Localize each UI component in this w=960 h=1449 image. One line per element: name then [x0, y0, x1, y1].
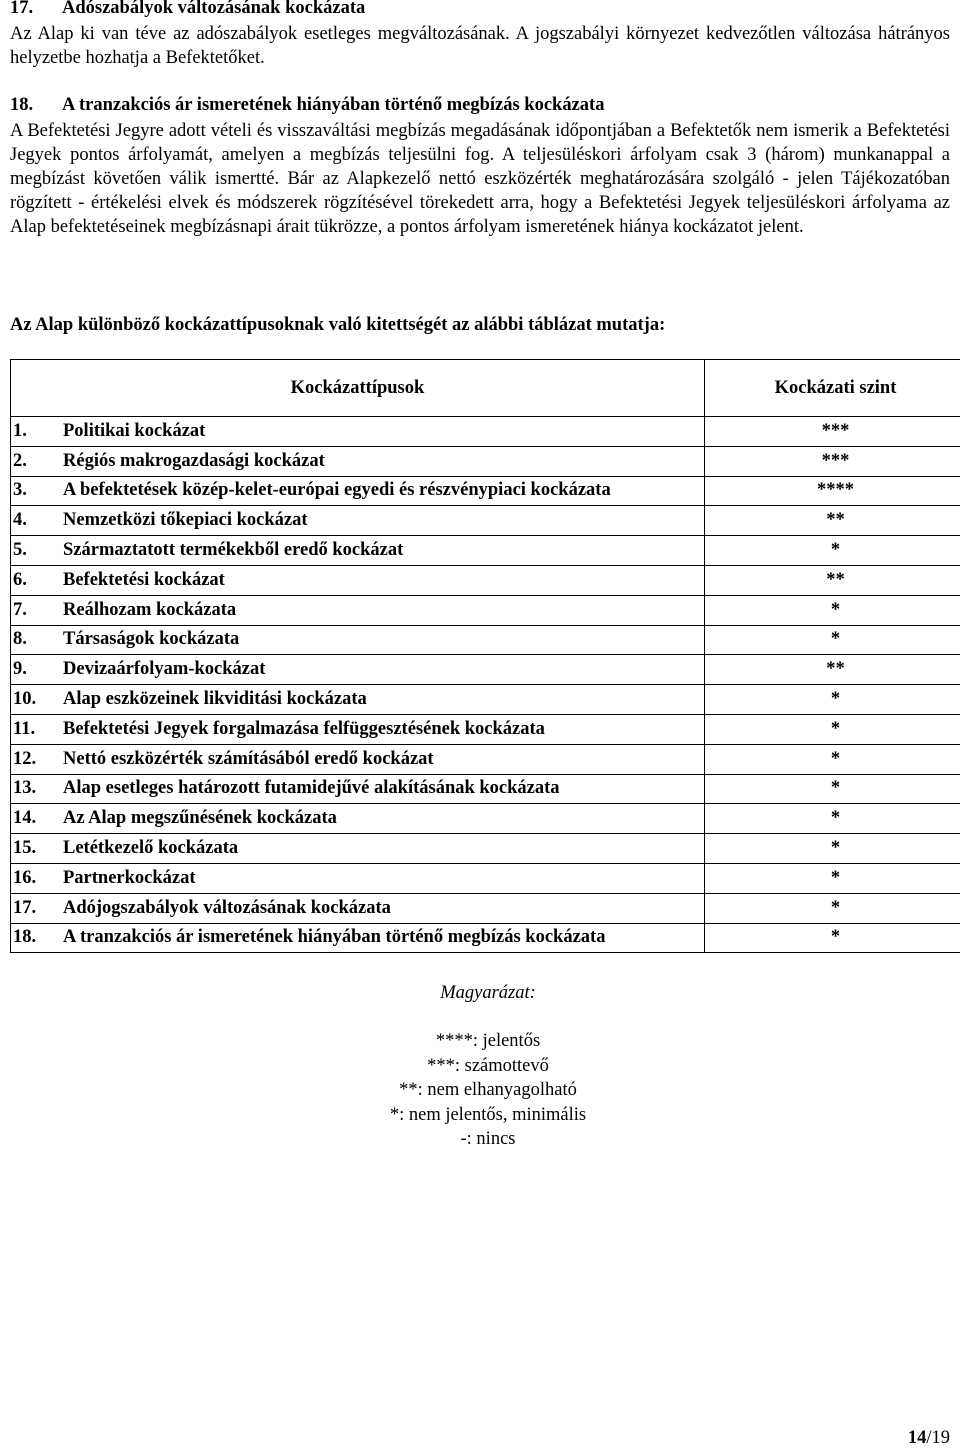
table-row — [11, 565, 960, 595]
risk-number: 13. — [13, 778, 63, 799]
table-row — [11, 834, 960, 864]
table-row — [11, 476, 960, 506]
risk-number: 2. — [13, 451, 63, 472]
risk-level-cell: ** — [705, 655, 960, 685]
risk-level-cell: **** — [705, 476, 960, 506]
risk-name: Devizaárfolyam-kockázat — [63, 659, 265, 679]
table-row — [11, 685, 960, 715]
risk-number: 10. — [13, 689, 63, 710]
risk-name: Reálhozam kockázata — [63, 600, 236, 620]
legend-item: ***: számottevő — [310, 1054, 666, 1079]
risk-type-cell — [11, 744, 705, 774]
risk-number: 15. — [13, 838, 63, 859]
risk-type-cell — [11, 446, 705, 476]
section-17-body: Az Alap ki van téve az adószabályok esetleges megváltozásának. A jogszabályi környezet kedvezőtlen változása hátrányos helyzetbe hozhatja a Befektetőket. — [10, 22, 950, 70]
risk-type-cell — [11, 893, 705, 923]
risk-type-cell — [11, 685, 705, 715]
risk-level-cell: ** — [705, 565, 960, 595]
section-17-heading — [10, 0, 365, 19]
section-18-body: A Befektetési Jegyre adott vételi és visszaváltási megbízás megadásának időpontjában a Befektetők nem ismerik a Befektetési Jegyek pontos árfolyamát, amelyen a megbízás teljesülni fog. A teljesüléskori árfolyam csak 3 (három) munkanappal a megbízást követően válik ismertté. Bár az Alapkezelő nettó eszközérték meghatározására szolgáló - jelen Tájékozatóban rögzített - értékelési elvek és módszerek rögzítésével törekedett arra, hogy a Befektetési Jegyek teljesüléskori árfolyama az Alap befektetéseinek megbízásnapi árait tükrözze, a pontos árfolyam ismeretének hiánya kockázatot jelent. — [10, 119, 950, 239]
risk-level-cell: * — [705, 536, 960, 566]
risk-name: Partnerkockázat — [63, 868, 196, 888]
table-row — [11, 714, 960, 744]
risk-level-cell: * — [705, 744, 960, 774]
risk-type-cell — [11, 655, 705, 685]
legend-item: *: nem jelentős, minimális — [310, 1103, 666, 1128]
page-current: 14 — [908, 1428, 927, 1448]
risk-name: Adójogszabályok változásának kockázata — [63, 898, 391, 918]
risk-number: 16. — [13, 868, 63, 889]
risk-name: Alap eszközeinek likviditási kockázata — [63, 689, 367, 709]
risk-name: Régiós makrogazdasági kockázat — [63, 451, 325, 471]
risk-type-cell — [11, 863, 705, 893]
table-row — [11, 923, 960, 953]
risk-level-cell: * — [705, 595, 960, 625]
risk-level-cell: * — [705, 804, 960, 834]
table-row — [11, 804, 960, 834]
legend-item: ****: jelentős — [310, 1029, 666, 1054]
table-row — [11, 744, 960, 774]
risk-type-cell — [11, 476, 705, 506]
risk-level-cell: *** — [705, 417, 960, 447]
risk-type-cell — [11, 714, 705, 744]
risk-type-cell — [11, 417, 705, 447]
table-row — [11, 863, 960, 893]
table-row — [11, 655, 960, 685]
risk-level-cell: * — [705, 625, 960, 655]
risk-type-cell — [11, 774, 705, 804]
table-row — [11, 536, 960, 566]
risk-name: Társaságok kockázata — [63, 629, 239, 649]
risk-type-cell — [11, 625, 705, 655]
risk-name: Származtatott termékekből eredő kockázat — [63, 540, 403, 560]
legend-item: -: nincs — [310, 1127, 666, 1152]
risk-level-cell: * — [705, 893, 960, 923]
table-intro: Az Alap különböző kockázattípusoknak való kitettségét az alábbi táblázat mutatja: — [10, 315, 665, 336]
risk-type-cell — [11, 923, 705, 953]
risk-number: 6. — [13, 570, 63, 591]
legend-item: **: nem elhanyagolható — [310, 1078, 666, 1103]
risk-number: 17. — [13, 898, 63, 919]
risk-level-cell: * — [705, 834, 960, 864]
table-row — [11, 625, 960, 655]
table-row — [11, 774, 960, 804]
risk-name: Politikai kockázat — [63, 421, 205, 441]
risk-type-cell — [11, 834, 705, 864]
risk-number: 7. — [13, 600, 63, 621]
section-18-number: 18. — [10, 95, 62, 116]
risk-number: 3. — [13, 480, 63, 501]
legend-title: Magyarázat: — [310, 983, 666, 1004]
risk-type-cell — [11, 565, 705, 595]
table-row — [11, 506, 960, 536]
risk-name: Befektetési Jegyek forgalmazása felfüggesztésének kockázata — [63, 719, 545, 739]
risk-number: 8. — [13, 629, 63, 650]
header-risk-level: Kockázati szint — [705, 360, 960, 417]
risk-type-cell — [11, 595, 705, 625]
risk-number: 9. — [13, 659, 63, 680]
table-header-row — [11, 360, 960, 417]
header-risk-types: Kockázattípusok — [11, 360, 705, 417]
risk-name: Alap esetleges határozott futamidejűvé alakításának kockázata — [63, 778, 560, 798]
risk-name: Nemzetközi tőkepiaci kockázat — [63, 510, 308, 530]
risk-number: 12. — [13, 749, 63, 770]
risk-level-cell: * — [705, 923, 960, 953]
section-18-heading — [10, 95, 604, 116]
risk-level-cell: * — [705, 685, 960, 715]
section-17-title: Adószabályok változásának kockázata — [62, 0, 365, 18]
risk-level-cell: *** — [705, 446, 960, 476]
table-row — [11, 417, 960, 447]
risk-number: 18. — [13, 927, 63, 948]
risk-name: A befektetések közép-kelet-európai egyedi és részvénypiaci kockázata — [63, 480, 611, 500]
table-row — [11, 595, 960, 625]
risk-number: 1. — [13, 421, 63, 442]
page-number — [908, 1428, 950, 1449]
legend-list — [310, 1029, 666, 1152]
risk-name: Az Alap megszűnésének kockázata — [63, 808, 337, 828]
table-row — [11, 446, 960, 476]
risk-level-cell: * — [705, 714, 960, 744]
risk-type-cell — [11, 804, 705, 834]
risk-level-cell: * — [705, 774, 960, 804]
risk-level-cell: ** — [705, 506, 960, 536]
risk-table — [10, 359, 960, 953]
table-row — [11, 893, 960, 923]
risk-level-cell: * — [705, 863, 960, 893]
section-18-title: A tranzakciós ár ismeretének hiányában történő megbízás kockázata — [62, 95, 604, 115]
risk-name: Letétkezelő kockázata — [63, 838, 238, 858]
risk-type-cell — [11, 536, 705, 566]
risk-number: 11. — [13, 719, 63, 740]
section-17-number: 17. — [10, 0, 62, 19]
risk-number: 5. — [13, 540, 63, 561]
risk-name: A tranzakciós ár ismeretének hiányában történő megbízás kockázata — [63, 927, 605, 947]
risk-number: 14. — [13, 808, 63, 829]
risk-name: Befektetési kockázat — [63, 570, 225, 590]
risk-type-cell — [11, 506, 705, 536]
page-total: /19 — [926, 1428, 950, 1448]
risk-name: Nettó eszközérték számításából eredő kockázat — [63, 749, 434, 769]
risk-number: 4. — [13, 510, 63, 531]
